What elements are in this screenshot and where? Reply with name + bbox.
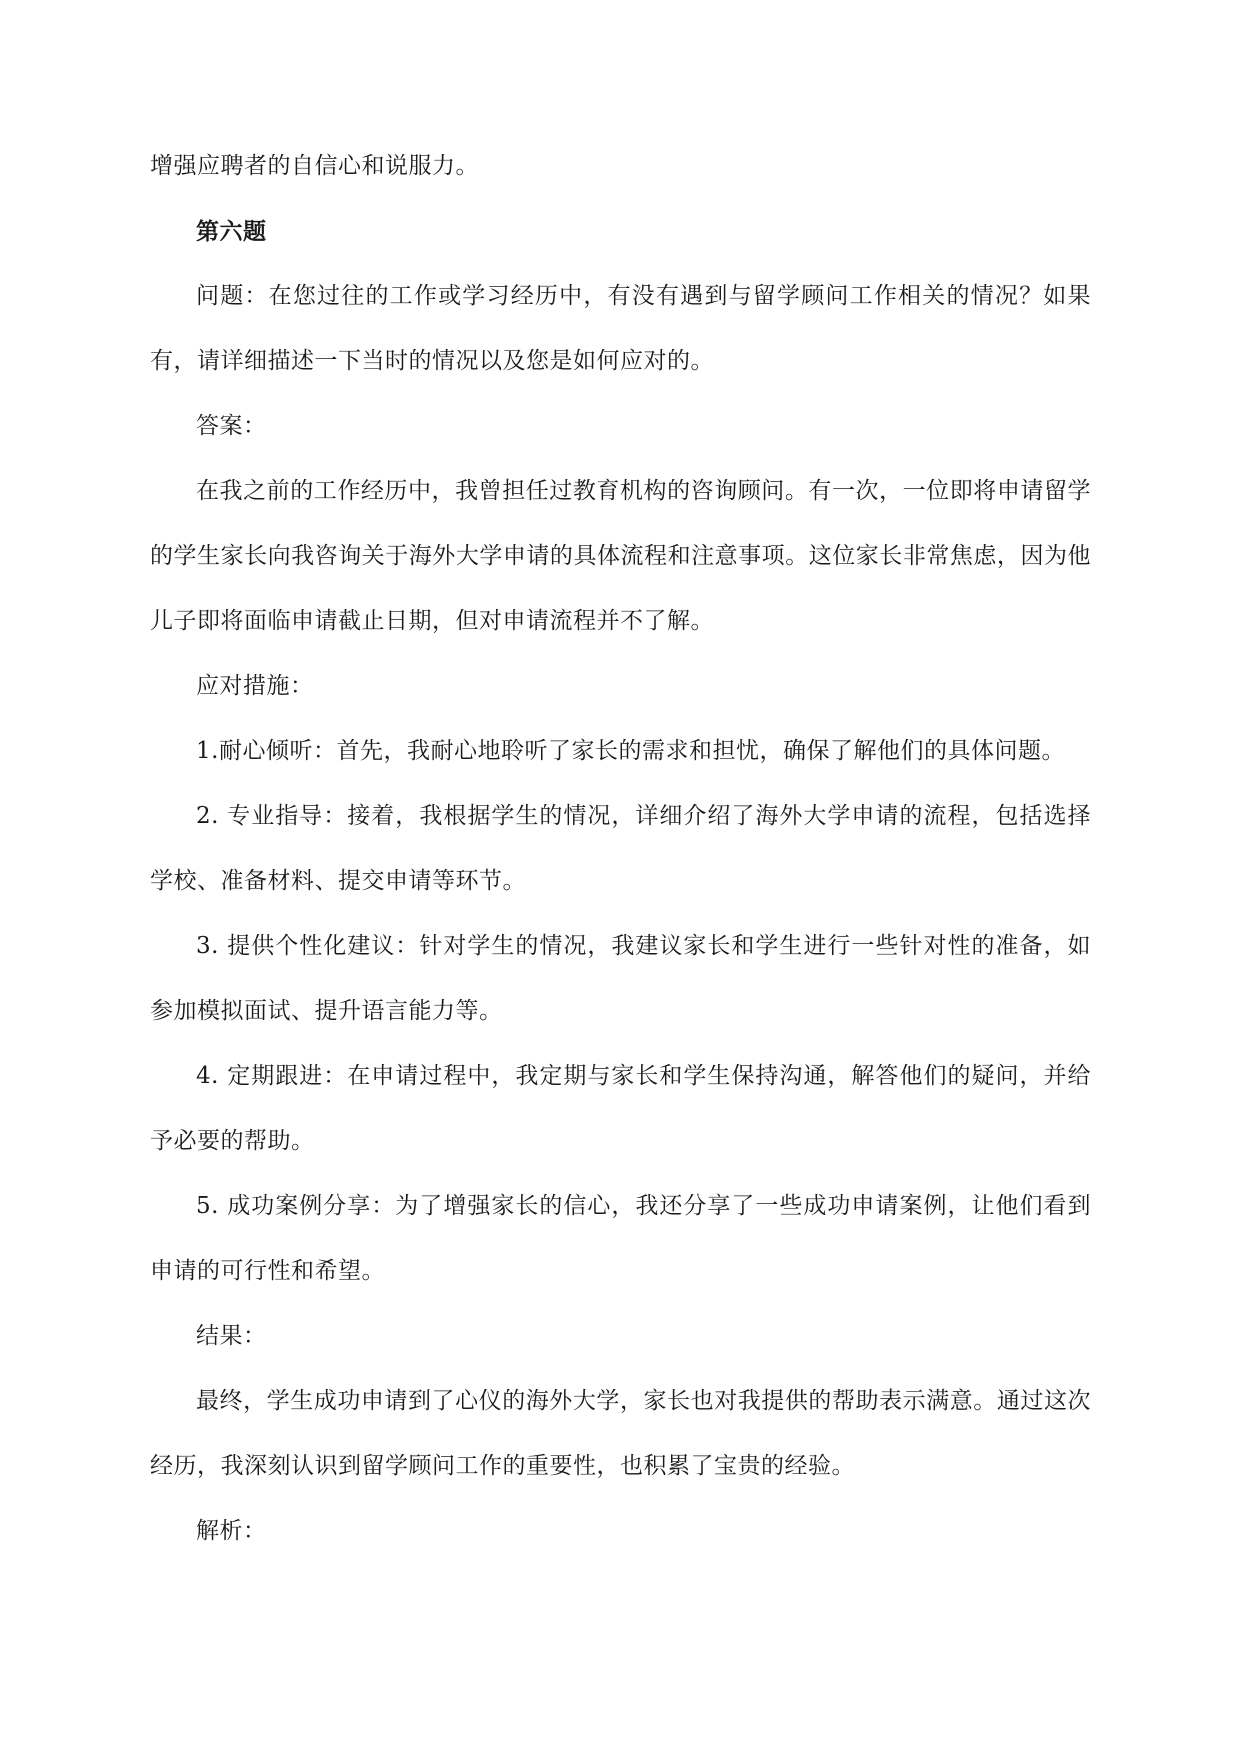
section-title: 第六题 xyxy=(196,218,267,245)
answer-label: 答案： xyxy=(196,413,267,439)
continuation-paragraph: 增强应聘者的自信心和说服力。 xyxy=(150,153,479,179)
analysis-label: 解析： xyxy=(196,1518,267,1544)
measure-item-1: 1.耐心倾听：首先，我耐心地聆听了家长的需求和担忧，确保了解他们的具体问题。 xyxy=(196,738,1065,764)
answer-body: 在我之前的工作经历中，我曾担任过教育机构的咨询顾问。有一次，一位即将申请留学的学生家长向我咨询关于海外大学申请的具体流程和注意事项。这位家长非常焦虑，因为他儿子即将面临申请截止日期，但对申请流程并不了解。 xyxy=(150,478,1091,634)
result-label: 结果： xyxy=(196,1323,267,1349)
measures-label: 应对措施： xyxy=(196,673,314,699)
question-paragraph: 问题：在您过往的工作或学习经历中，有没有遇到与留学顾问工作相关的情况？如果有，请详细描述一下当时的情况以及您是如何应对的。 xyxy=(150,283,1091,374)
measure-item-2: 2. 专业指导：接着，我根据学生的情况，详细介绍了海外大学申请的流程，包括选择学校、准备材料、提交申请等环节。 xyxy=(150,803,1091,894)
measure-item-5: 5. 成功案例分享：为了增强家长的信心，我还分享了一些成功申请案例，让他们看到申请的可行性和希望。 xyxy=(150,1193,1091,1284)
measure-item-3: 3. 提供个性化建议：针对学生的情况，我建议家长和学生进行一些针对性的准备，如参加模拟面试、提升语言能力等。 xyxy=(150,933,1091,1024)
result-body: 最终，学生成功申请到了心仪的海外大学，家长也对我提供的帮助表示满意。通过这次经历，我深刻认识到留学顾问工作的重要性，也积累了宝贵的经验。 xyxy=(150,1388,1091,1479)
measure-item-4: 4. 定期跟进：在申请过程中，我定期与家长和学生保持沟通，解答他们的疑问，并给予必要的帮助。 xyxy=(150,1063,1091,1154)
